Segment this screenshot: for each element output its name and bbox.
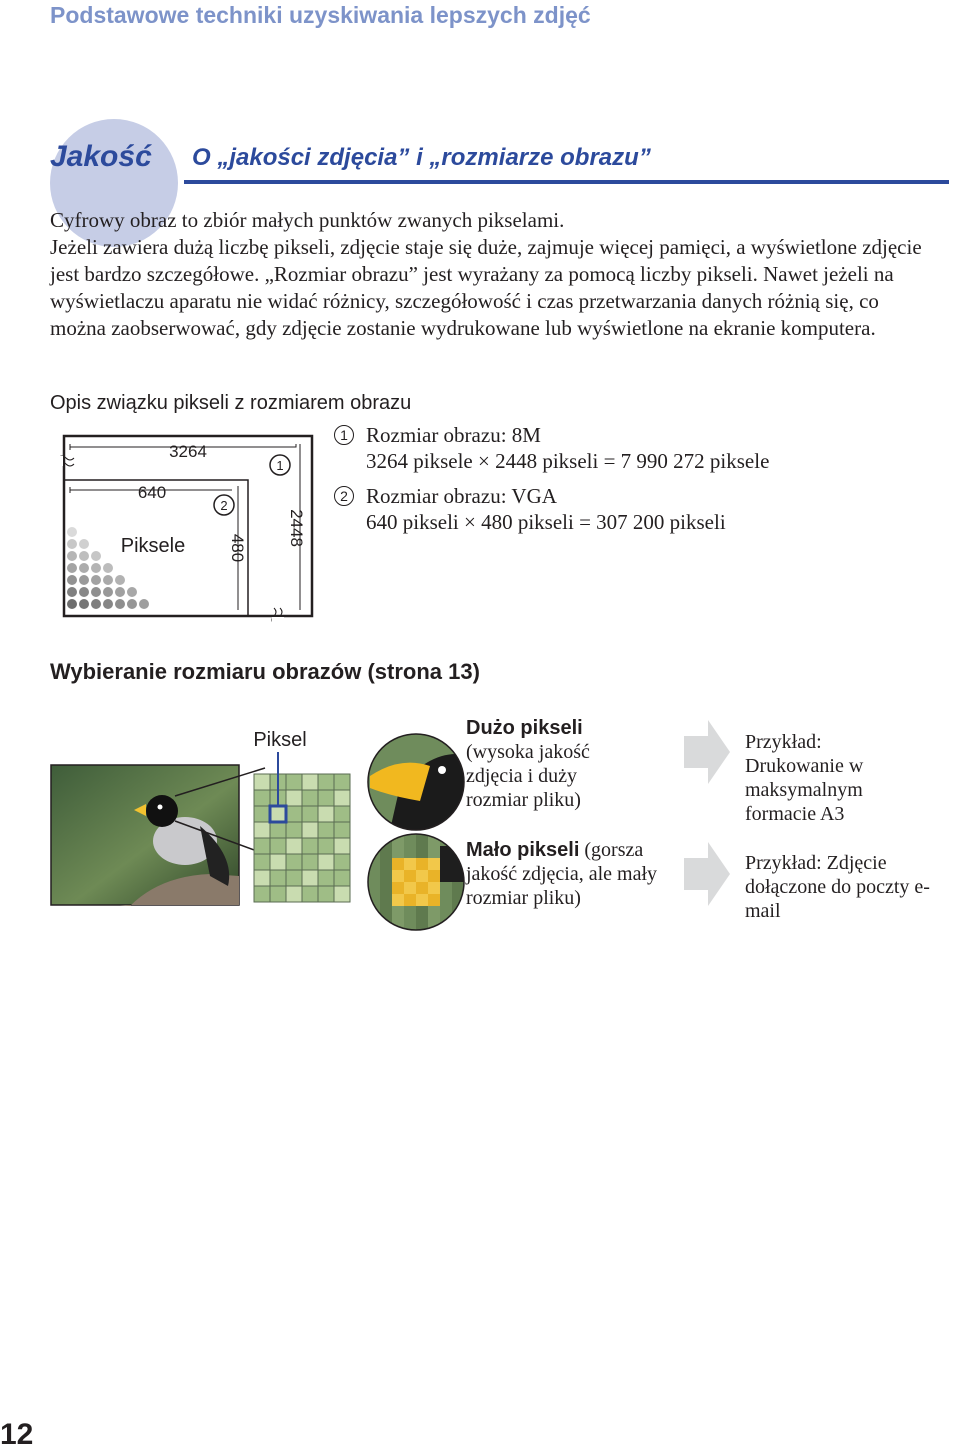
zoom-pixel <box>270 838 286 854</box>
zoom-pixel <box>286 838 302 854</box>
legend-item-8m <box>334 422 769 474</box>
pixel-dot <box>115 575 125 585</box>
title-rule <box>184 180 949 184</box>
many-pixels-text <box>466 716 626 812</box>
pixel-dot <box>127 599 137 609</box>
zoom-pixel <box>318 838 334 854</box>
pixel-dot <box>91 563 101 573</box>
zoom-pixel <box>254 886 270 902</box>
pixel-dot <box>67 527 77 537</box>
zoom-pixel <box>334 790 350 806</box>
few-pixels-bold: Mało pikseli <box>466 839 580 861</box>
label-480: 480 <box>228 533 247 563</box>
few-pixels-desc: (gorsza jakość zdjęcia, ale mały rozmiar pliku) <box>466 839 658 909</box>
few-pixels-text <box>466 838 666 910</box>
pixel-zoom-grid <box>254 774 350 902</box>
lowres-block <box>392 858 404 870</box>
pixel-label: Piksel <box>253 729 307 751</box>
label-piksele: Piksele <box>120 535 186 557</box>
lowres-block <box>404 882 416 894</box>
lowres-block <box>368 918 380 930</box>
zoom-pixel <box>302 806 318 822</box>
pixel-diagram <box>56 430 318 630</box>
zoom-pixel <box>318 854 334 870</box>
lowres-block <box>428 894 440 906</box>
zoom-pixel <box>254 806 270 822</box>
pixel-dot <box>91 587 101 597</box>
lowres-block <box>440 894 452 906</box>
pixel-dot <box>103 575 113 585</box>
lowres-block <box>392 870 404 882</box>
legend-title: Rozmiar obrazu: 8M <box>366 423 541 447</box>
zoom-pixel <box>254 790 270 806</box>
pixel-dot <box>79 575 89 585</box>
zoom-pixel <box>302 774 318 790</box>
lowres-block <box>368 834 380 846</box>
zoom-pixel <box>254 870 270 886</box>
marker-2-label: 2 <box>220 498 228 513</box>
zoom-pixel <box>334 838 350 854</box>
zoom-pixel <box>286 870 302 886</box>
zoom-pixel <box>302 886 318 902</box>
zoom-pixel <box>270 854 286 870</box>
zoom-pixel <box>302 790 318 806</box>
lowres-block <box>392 882 404 894</box>
zoom-pixel <box>318 822 334 838</box>
legend-title: Rozmiar obrazu: VGA <box>366 484 557 508</box>
legend-number: 2 <box>334 486 354 506</box>
zoom-pixel <box>318 870 334 886</box>
lowres-block <box>380 894 392 906</box>
lowres-block <box>392 846 404 858</box>
pixel-dot <box>67 551 77 561</box>
label-640: 640 <box>137 483 167 502</box>
pixel-dot <box>91 551 101 561</box>
pixel-dot <box>67 539 77 549</box>
lowres-block <box>416 870 428 882</box>
lowres-block <box>404 858 416 870</box>
pixel-dot <box>67 575 77 585</box>
pixel-dot <box>91 575 101 585</box>
lowres-block <box>380 858 392 870</box>
zoom-pixel <box>302 838 318 854</box>
legend-formula: 3264 piksele × 2448 pikseli = 7 990 272 piksele <box>366 449 770 473</box>
zoom-pixel <box>286 886 302 902</box>
lowres-block <box>452 834 464 846</box>
legend-formula: 640 pikseli × 480 pikseli = 307 200 pikseli <box>366 510 726 534</box>
pixel-dot <box>91 599 101 609</box>
lowres-block <box>428 870 440 882</box>
subheading-image-size: Wybieranie rozmiaru obrazów (strona 13) <box>50 659 480 684</box>
zoom-pixel <box>270 870 286 886</box>
pixel-dot <box>67 599 77 609</box>
lowres-block <box>392 906 404 918</box>
pixel-dot <box>79 539 89 549</box>
zoom-pixel <box>318 806 334 822</box>
lowres-block <box>428 906 440 918</box>
intro-text <box>50 207 930 342</box>
bird-photo <box>51 765 239 906</box>
zoom-pixel <box>270 886 286 902</box>
pixel-dot <box>115 599 125 609</box>
lowres-block <box>404 870 416 882</box>
lowres-block <box>404 894 416 906</box>
lowres-block <box>428 882 440 894</box>
zoom-pixel <box>334 822 350 838</box>
intro-paragraph: Jeżeli zawiera dużą liczbę pikseli, zdjęcie staje się duże, zajmuje więcej pamięci, a wyświetlone zdjęcie jest bardzo szczegółowe. „Rozmiar obrazu” jest wyrażany za pomocą liczby pikseli. Nawet jeżeli na wyświetlaczu aparatu nie widać różnicy, szczegółowość i czas przetwarzania danych różnią się, co można zaobserwować, gdy zdjęcie zostanie wydrukowane lub wyświetlone na ekranie komputera. <box>50 235 922 340</box>
size-legend <box>334 422 769 544</box>
lowres-block <box>416 894 428 906</box>
zoom-pixel <box>254 822 270 838</box>
zoom-pixel <box>254 774 270 790</box>
lowres-block <box>404 846 416 858</box>
lowres-block <box>440 870 452 882</box>
pixel-dot <box>79 563 89 573</box>
zoom-pixel <box>286 790 302 806</box>
section-title: O „jakości zdjęcia” i „rozmiarze obrazu” <box>192 144 651 171</box>
zoom-pixel <box>302 822 318 838</box>
pixel-dot <box>67 563 77 573</box>
intro-line-1: Cyfrowy obraz to zbiór małych punktów zwanych pikselami. <box>50 208 565 232</box>
label-2448: 2448 <box>287 509 306 547</box>
zoom-pixel <box>270 822 286 838</box>
zoom-pixel <box>286 822 302 838</box>
pixel-dot <box>103 599 113 609</box>
lowres-block <box>428 846 440 858</box>
legend-number: 1 <box>334 425 354 445</box>
pixel-dot <box>79 551 89 561</box>
zoom-pixel <box>286 806 302 822</box>
lowres-block <box>380 870 392 882</box>
pixel-dot <box>139 599 149 609</box>
lowres-block <box>416 906 428 918</box>
zoom-pixel <box>318 790 334 806</box>
arrow-right-icon <box>684 842 730 906</box>
zoom-pixel <box>334 870 350 886</box>
zoom-pixel <box>334 774 350 790</box>
zoom-pixel <box>318 886 334 902</box>
zoom-pixel <box>302 870 318 886</box>
zoom-pixel <box>318 774 334 790</box>
lowres-block <box>452 918 464 930</box>
zoom-pixel <box>334 806 350 822</box>
pixel-dot <box>115 587 125 597</box>
legend-item-vga <box>334 483 769 535</box>
few-pixels-example: Przykład: Zdjęcie dołączone do poczty e-mail <box>745 852 930 922</box>
zoom-pixel <box>286 774 302 790</box>
zoom-pixel <box>302 854 318 870</box>
many-pixels-example: Przykład: Drukowanie w maksymalnym formacie A3 <box>745 731 864 825</box>
zoom-pixel <box>254 854 270 870</box>
pixel-dot <box>79 587 89 597</box>
lowres-block <box>440 858 452 870</box>
pixel-dot <box>127 587 137 597</box>
pixel-dot <box>103 587 113 597</box>
lowres-block <box>416 882 428 894</box>
zoom-pixel <box>286 854 302 870</box>
zoom-pixel <box>254 838 270 854</box>
many-pixels-bold: Dużo pikseli <box>466 717 583 739</box>
running-header: Podstawowe techniki uzyskiwania lepszych zdjęć <box>50 2 591 28</box>
arrow-right-icon <box>684 720 730 784</box>
label-3264: 3264 <box>169 442 207 461</box>
zoom-pixel <box>334 886 350 902</box>
lowres-block <box>440 882 452 894</box>
lowres-block <box>428 858 440 870</box>
pixel-dot <box>67 587 77 597</box>
lowres-block <box>392 894 404 906</box>
lowres-block <box>416 846 428 858</box>
page-number: 12 <box>0 1418 34 1451</box>
marker-1-label: 1 <box>276 458 284 473</box>
lowres-block <box>404 906 416 918</box>
lowres-block <box>416 858 428 870</box>
pixel-dot <box>79 599 89 609</box>
pixel-dot <box>103 563 113 573</box>
zoom-pixel <box>334 854 350 870</box>
high-res-thumbnail <box>368 734 470 830</box>
many-pixels-desc: (wysoka jakość zdjęcia i duży rozmiar pliku) <box>466 741 590 811</box>
diagram-caption: Opis związku pikseli z rozmiarem obrazu <box>50 392 412 414</box>
section-tab-label: Jakość <box>50 140 152 173</box>
zoom-pixel <box>270 806 286 822</box>
lowres-block <box>380 882 392 894</box>
